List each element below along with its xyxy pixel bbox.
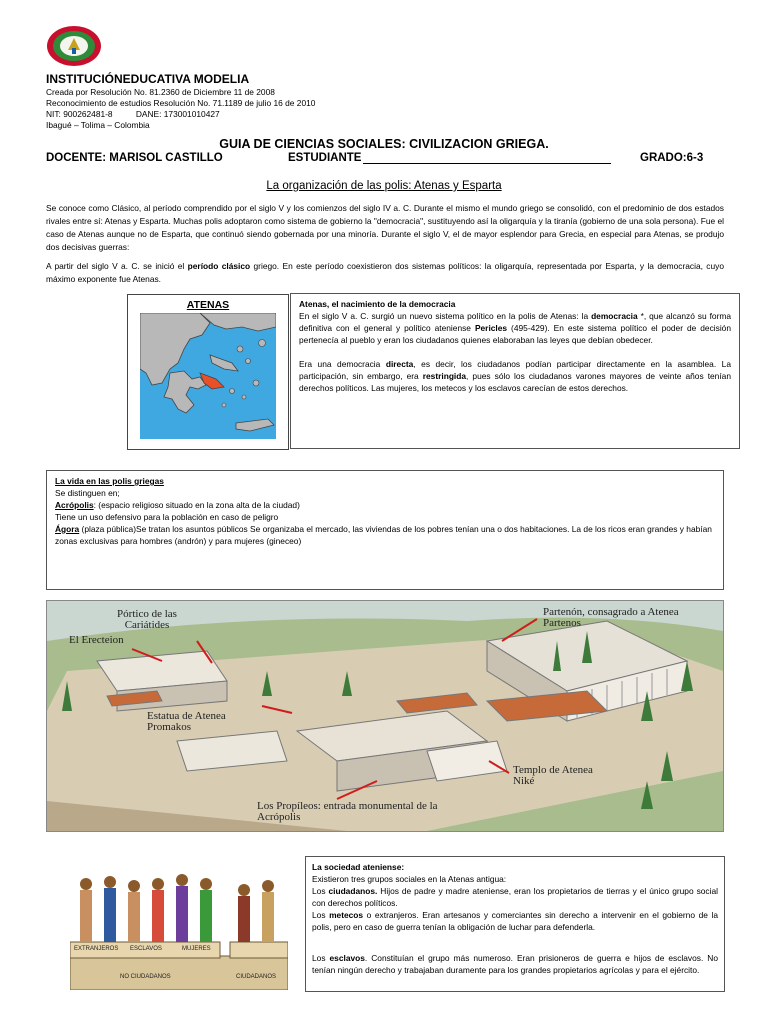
- life-agora: Ágora (plaza pública)Se tratan los asuntos públicos Se organizaba el mercado, las viviendas de los pobres tenían una o dos habitaciones. La de los ricos eran grandes y habían zonas exclusivas para hombres (andrón) y para mujeres (gineceo): [55, 524, 712, 547]
- label-templo: Templo de Atenea Niké: [513, 764, 593, 787]
- label-propileos: Los Propíleos: entrada monumental de la Acrópolis: [257, 800, 438, 823]
- athenian-society-box: [305, 856, 725, 992]
- header-recognition: Reconocimiento de estudios Resolución No. 71.1189 de julio 16 de 2010: [46, 98, 316, 108]
- header-location: Ibagué – Tolima – Colombia: [46, 120, 150, 130]
- atenas-map-panel: [127, 294, 289, 450]
- label-estatua: Estatua de Atenea Promakos: [147, 710, 226, 733]
- school-logo-icon: [46, 24, 102, 68]
- athenian-society-illustration: [70, 860, 288, 990]
- student-blank[interactable]: [363, 152, 611, 164]
- section-title: La organización de las polis: Atenas y Esparta: [266, 180, 502, 192]
- life-title: La vida en las polis griegas: [55, 476, 164, 486]
- intro-paragraph-1: Se conoce como Clásico, al período comprendido por el siglo V y los comienzos del siglo IV a. C. Durante el mismo el mundo griego se consolidó, con el predominio de dos estados rivales entre sí: Atenas y Esparta. Muchas polis adoptaron como sistema de gobierno la "democracia", sustituyendo así la oligarquía y la tiranía (gobierno de una sola persona). Fue el caso de Atenas aunque no de Esparta, que continuó siendo gobernada por una minoría. Durante el siglo V, el de mayor esplendor para Grecia, en especial para Atenas, se produjo dos decisivas guerras:: [46, 203, 724, 252]
- atenas-title: Atenas, el nacimiento de la democracia: [299, 299, 456, 309]
- label-partenon: Partenón, consagrado a Atenea Partenos: [543, 606, 679, 629]
- header-nit: NIT: 900262481-8 DANE: 173001010427: [46, 109, 220, 119]
- life-intro: Se distinguen en;: [55, 488, 120, 498]
- atenas-text-2: Era una democracia directa, es decir, los ciudadanos podían participar directamente en la asamblea. La participación, sin embargo, era restringida, pues sólo los ciudadanos varones mayores de veinte años tenían derechos políticos. Las mujeres, los metecos y los esclavos carecían de estos derechos.: [299, 359, 731, 394]
- pyramid-label-extranjeros: EXTRANJEROS: [74, 946, 119, 952]
- label-portico: Pórtico de las Cariátides: [117, 608, 177, 631]
- life-acropolis-2: Tiene un uso defensivo para la población en caso de peligro: [55, 512, 279, 522]
- school-name: INSTITUCIÓNEDUCATIVA MODELIA: [46, 72, 250, 86]
- atenas-text-1: En el siglo V a. C. surgió un nuevo sistema político en la polis de Atenas: la democracia *, que alcanzó su forma definitiva con el general y político ateniense Pericles (495-429). En este sistema político el poder de decisión pertenecía al pueblo y eran los ciudadanos quienes elaboraban las leyes que debían obedecer.: [299, 311, 731, 346]
- intro-paragraph-2: A partir del siglo V a. C. se inició el período clásico griego. En este período coexistieron dos sistemas políticos: la oligarquía, representada por Esparta, y la democracia, cuyo máximo exponente fue Atenas.: [46, 261, 725, 284]
- atenas-democracy-box: [290, 293, 740, 449]
- greece-map-icon: [140, 313, 276, 439]
- student-label: ESTUDIANTE: [288, 152, 362, 164]
- society-title: La sociedad ateniense:: [312, 862, 405, 872]
- grade: GRADO:6-3: [640, 152, 704, 164]
- header-resolution: Creada por Resolución No. 81.2360 de Diciembre 11 de 2008: [46, 87, 275, 97]
- pyramid-label-mujeres: MUJERES: [182, 946, 211, 952]
- society-citizens: Los ciudadanos. Hijos de padre y madre ateniense, eran los propietarios de tierras y el único grupo social con derechos políticos.: [312, 886, 718, 909]
- society-intro: Existieron tres grupos sociales en la Atenas antigua:: [312, 874, 507, 884]
- life-acropolis: Acrópolis: (espacio religioso situado en la zona alta de la ciudad): [55, 500, 300, 510]
- student-field[interactable]: [288, 152, 361, 164]
- acropolis-illustration: [46, 600, 724, 832]
- social-pyramid-icon: [70, 860, 288, 990]
- pyramid-label-esclavos: ESCLAVOS: [130, 946, 162, 952]
- pyramid-label-ciudadanos: CIUDADANOS: [236, 974, 277, 980]
- polis-life-box: [46, 470, 724, 590]
- pyramid-label-no-ciudadanos: NO CIUDADANOS: [120, 974, 171, 980]
- guide-title: GUIA DE CIENCIAS SOCIALES: CIVILIZACION GRIEGA.: [219, 137, 549, 151]
- society-metecos: Los metecos o extranjeros. Eran artesanos y comerciantes sin derecho a intervenir en el gobierno de la polis, pero en caso de guerra tenían la obligación de luchar para defenderla.: [312, 910, 718, 933]
- label-erecteion: El Erecteion: [69, 634, 124, 646]
- society-slaves: Los esclavos. Constituían el grupo más numeroso. Eran prisioneros de guerra e hijos de esclavos. No tenían ningún derecho y trabajaban duramente para los grandes propietarios agrícolas y para el ejército.: [312, 953, 718, 976]
- teacher-name: DOCENTE: MARISOL CASTILLO: [46, 152, 223, 164]
- map-label: ATENAS: [186, 299, 230, 311]
